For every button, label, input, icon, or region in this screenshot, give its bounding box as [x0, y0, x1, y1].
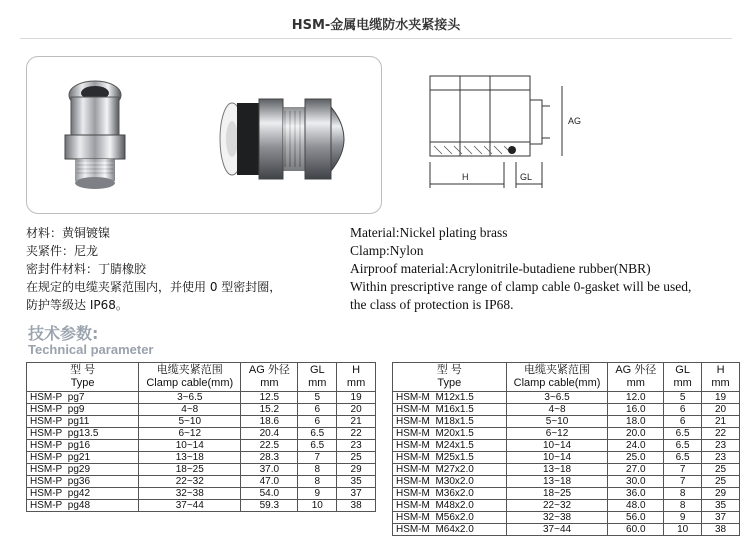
- gl-cell: 6.5: [664, 440, 702, 452]
- h-cell: 23: [337, 440, 376, 452]
- series-label: HSM-M: [396, 416, 430, 427]
- label-gl: GL: [520, 172, 533, 182]
- label-ag: AG: [568, 116, 582, 126]
- model-label: M24x1.5: [435, 440, 474, 451]
- col-clamp: 电缆夹紧范围 Clamp cable(mm): [506, 363, 608, 392]
- gl-cell: 7: [664, 464, 702, 476]
- spec-english: [350, 224, 691, 314]
- model-label: pg16: [67, 440, 91, 451]
- dimension-drawing: [420, 66, 600, 196]
- ag-cell: 48.0: [608, 500, 664, 512]
- series-label: HSM-P: [30, 404, 63, 415]
- model-label: pg29: [67, 464, 91, 475]
- h-cell: 20: [337, 404, 376, 416]
- col-ag: AG 外径 mm: [241, 363, 298, 392]
- clamp-cell: 22~32: [506, 500, 608, 512]
- table-row: [27, 404, 376, 416]
- series-label: HSM-P: [30, 392, 63, 403]
- col-type: 型 号 Type: [27, 363, 139, 392]
- h-cell: 37: [337, 488, 376, 500]
- ag-cell: 25.0: [608, 452, 664, 464]
- table-row: [27, 392, 376, 404]
- spec-en-line: Clamp:Nylon: [350, 243, 424, 258]
- type-cell: [393, 404, 507, 416]
- type-cell: [27, 500, 139, 512]
- col-ag: AG 外径 mm: [608, 363, 664, 392]
- page-title: HSM-金属电缆防水夹紧接头: [291, 18, 461, 33]
- series-label: HSM-M: [396, 476, 430, 487]
- cable-gland-photo: [27, 57, 381, 213]
- tech-heading-cn: 技术参数:: [28, 324, 99, 343]
- table-row: [27, 464, 376, 476]
- model-label: pg48: [67, 500, 91, 511]
- h-cell: 29: [702, 488, 740, 500]
- gl-cell: 8: [298, 476, 337, 488]
- series-label: HSM-M: [396, 512, 430, 523]
- product-photo: [26, 56, 382, 214]
- model-label: M48x2.0: [435, 500, 474, 511]
- title-divider: [20, 38, 732, 39]
- gl-cell: 7: [664, 476, 702, 488]
- ag-cell: 28.3: [241, 452, 298, 464]
- clamp-cell: 10~14: [506, 452, 608, 464]
- clamp-cell: 32~38: [139, 488, 241, 500]
- h-cell: 35: [337, 476, 376, 488]
- model-label: M36x2.0: [435, 488, 474, 499]
- clamp-cell: 13~18: [139, 452, 241, 464]
- series-label: HSM-P: [30, 452, 63, 463]
- gl-cell: 6.5: [298, 440, 337, 452]
- model-label: M25x1.5: [435, 452, 474, 463]
- spec-en-line: Airproof material:Acrylonitrile-butadiene rubber(NBR): [350, 261, 651, 276]
- series-label: HSM-P: [30, 428, 63, 439]
- type-cell: [27, 392, 139, 404]
- series-label: HSM-P: [30, 488, 63, 499]
- table-row: [393, 512, 740, 524]
- h-cell: 38: [702, 524, 740, 536]
- ag-cell: 12.5: [241, 392, 298, 404]
- series-label: HSM-M: [396, 452, 430, 463]
- series-label: HSM-P: [30, 500, 63, 511]
- clamp-cell: 4~8: [139, 404, 241, 416]
- col-h: H mm: [337, 363, 376, 392]
- spec-cn-line: 防护等级达 IP68。: [26, 298, 128, 312]
- spec-cn-line: 材料：黄铜镀镍: [26, 226, 111, 240]
- type-cell: [27, 440, 139, 452]
- model-label: pg13.5: [67, 428, 99, 439]
- gl-cell: 6.5: [664, 452, 702, 464]
- table-row: [393, 452, 740, 464]
- model-label: pg11: [67, 416, 90, 427]
- clamp-cell: 3~6.5: [139, 392, 241, 404]
- gl-cell: 6: [664, 416, 702, 428]
- h-cell: 37: [702, 512, 740, 524]
- h-cell: 25: [337, 452, 376, 464]
- table-row: [27, 440, 376, 452]
- ag-cell: 27.0: [608, 464, 664, 476]
- table-row: [27, 500, 376, 512]
- h-cell: 22: [337, 428, 376, 440]
- model-label: M18x1.5: [435, 416, 474, 427]
- ag-cell: 18.0: [608, 416, 664, 428]
- type-cell: [27, 428, 139, 440]
- model-label: pg21: [67, 452, 91, 463]
- h-cell: 25: [702, 476, 740, 488]
- table-row: [27, 452, 376, 464]
- series-label: HSM-M: [396, 404, 430, 415]
- type-cell: [393, 500, 507, 512]
- table-header: [27, 363, 376, 392]
- series-label: HSM-P: [30, 476, 63, 487]
- h-cell: 25: [702, 464, 740, 476]
- gl-cell: 10: [664, 524, 702, 536]
- spec-cn-line: 夹紧件：尼龙: [26, 244, 99, 258]
- gl-cell: 8: [664, 500, 702, 512]
- clamp-cell: 5~10: [506, 416, 608, 428]
- table-row: [393, 428, 740, 440]
- table-row: [393, 488, 740, 500]
- spec-cn-line: 密封件材料：丁腈橡胶: [26, 262, 147, 276]
- table-row: [27, 488, 376, 500]
- table-row: [393, 404, 740, 416]
- spec-cn-line: 在规定的电缆夹紧范围内，并使用 0 型密封圈，: [26, 280, 282, 294]
- ag-cell: 54.0: [241, 488, 298, 500]
- clamp-cell: 3~6.5: [506, 392, 608, 404]
- ag-cell: 59.3: [241, 500, 298, 512]
- model-label: M12x1.5: [435, 392, 474, 403]
- ag-cell: 22.5: [241, 440, 298, 452]
- h-cell: 38: [337, 500, 376, 512]
- h-cell: 29: [337, 464, 376, 476]
- type-cell: [27, 464, 139, 476]
- h-cell: 19: [337, 392, 376, 404]
- clamp-cell: 5~10: [139, 416, 241, 428]
- type-cell: [393, 464, 507, 476]
- clamp-cell: 37~44: [139, 500, 241, 512]
- model-label: M64x2.0: [435, 524, 474, 535]
- gl-cell: 8: [664, 488, 702, 500]
- spec-en-line: the class of protection is IP68.: [350, 297, 514, 312]
- ag-cell: 24.0: [608, 440, 664, 452]
- series-label: HSM-P: [30, 440, 63, 451]
- ag-cell: 18.6: [241, 416, 298, 428]
- gl-cell: 6: [298, 416, 337, 428]
- type-cell: [27, 416, 139, 428]
- model-label: M16x1.5: [435, 404, 474, 415]
- type-cell: [393, 416, 507, 428]
- table-row: [393, 476, 740, 488]
- series-label: HSM-P: [30, 416, 63, 427]
- clamp-cell: 37~44: [506, 524, 608, 536]
- ag-cell: 15.2: [241, 404, 298, 416]
- spec-chinese: [26, 224, 281, 314]
- metric-parameter-table: [392, 362, 740, 536]
- h-cell: 22: [702, 428, 740, 440]
- type-cell: [393, 488, 507, 500]
- table-row: [393, 416, 740, 428]
- series-label: HSM-P: [30, 464, 63, 475]
- h-cell: 35: [702, 500, 740, 512]
- ag-cell: 30.0: [608, 476, 664, 488]
- table-row: [393, 464, 740, 476]
- ag-cell: 20.4: [241, 428, 298, 440]
- model-label: pg42: [67, 488, 91, 499]
- type-cell: [27, 476, 139, 488]
- spec-en-line: Within prescriptive range of clamp cable 0-gasket will be used,: [350, 279, 692, 294]
- type-cell: [393, 476, 507, 488]
- col-clamp: 电缆夹紧范围 Clamp cable(mm): [139, 363, 241, 392]
- model-label: M27x2.0: [435, 464, 474, 475]
- table-header: [393, 363, 740, 392]
- clamp-cell: 18~25: [506, 488, 608, 500]
- ag-cell: 36.0: [608, 488, 664, 500]
- type-cell: [393, 428, 507, 440]
- series-label: HSM-M: [396, 500, 430, 511]
- clamp-cell: 6~12: [139, 428, 241, 440]
- model-label: M20x1.5: [435, 428, 474, 439]
- clamp-cell: 4~8: [506, 404, 608, 416]
- gl-cell: 5: [298, 392, 337, 404]
- model-label: M30x2.0: [435, 476, 474, 487]
- clamp-cell: 10~14: [506, 440, 608, 452]
- h-cell: 23: [702, 452, 740, 464]
- h-cell: 21: [337, 416, 376, 428]
- series-label: HSM-M: [396, 464, 430, 475]
- h-cell: 19: [702, 392, 740, 404]
- series-label: HSM-M: [396, 524, 430, 535]
- type-cell: [393, 452, 507, 464]
- type-cell: [393, 392, 507, 404]
- ag-cell: 56.0: [608, 512, 664, 524]
- table-row: [393, 524, 740, 536]
- ag-cell: 16.0: [608, 404, 664, 416]
- clamp-cell: 32~38: [506, 512, 608, 524]
- table-row: [27, 428, 376, 440]
- type-cell: [393, 512, 507, 524]
- series-label: HSM-M: [396, 428, 430, 439]
- gl-cell: 6: [298, 404, 337, 416]
- h-cell: 20: [702, 404, 740, 416]
- h-cell: 23: [702, 440, 740, 452]
- gl-cell: 5: [664, 392, 702, 404]
- col-gl: GL mm: [664, 363, 702, 392]
- model-label: pg9: [67, 404, 85, 415]
- tech-heading-en: Technical parameter: [28, 342, 154, 357]
- ag-cell: 47.0: [241, 476, 298, 488]
- col-h: H mm: [702, 363, 740, 392]
- table-row: [27, 476, 376, 488]
- type-cell: [27, 488, 139, 500]
- clamp-cell: 13~18: [506, 476, 608, 488]
- ag-cell: 37.0: [241, 464, 298, 476]
- series-label: HSM-M: [396, 392, 430, 403]
- clamp-cell: 13~18: [506, 464, 608, 476]
- col-type: 型 号 Type: [393, 363, 507, 392]
- h-cell: 21: [702, 416, 740, 428]
- series-label: HSM-M: [396, 440, 430, 451]
- pg-parameter-table: [26, 362, 376, 512]
- gl-cell: 9: [298, 488, 337, 500]
- label-h: H: [462, 172, 469, 182]
- model-label: M56x2.0: [435, 512, 474, 523]
- clamp-cell: 18~25: [139, 464, 241, 476]
- type-cell: [393, 524, 507, 536]
- gl-cell: 10: [298, 500, 337, 512]
- clamp-cell: 6~12: [506, 428, 608, 440]
- series-label: HSM-M: [396, 488, 430, 499]
- gl-cell: 7: [298, 452, 337, 464]
- table-row: [393, 392, 740, 404]
- type-cell: [27, 452, 139, 464]
- model-label: pg7: [67, 392, 85, 403]
- gl-cell: 9: [664, 512, 702, 524]
- gl-cell: 6.5: [664, 428, 702, 440]
- col-gl: GL mm: [298, 363, 337, 392]
- table-row: [27, 416, 376, 428]
- type-cell: [393, 440, 507, 452]
- ag-cell: 12.0: [608, 392, 664, 404]
- type-cell: [27, 404, 139, 416]
- spec-en-line: Material:Nickel plating brass: [350, 225, 508, 240]
- table-body: [27, 392, 376, 512]
- gl-cell: 8: [298, 464, 337, 476]
- ag-cell: 60.0: [608, 524, 664, 536]
- table-row: [393, 440, 740, 452]
- gl-cell: 6: [664, 404, 702, 416]
- clamp-cell: 10~14: [139, 440, 241, 452]
- table-row: [393, 500, 740, 512]
- ag-cell: 20.0: [608, 428, 664, 440]
- clamp-cell: 22~32: [139, 476, 241, 488]
- gl-cell: 6.5: [298, 428, 337, 440]
- table-body: [393, 392, 740, 536]
- model-label: pg36: [67, 476, 91, 487]
